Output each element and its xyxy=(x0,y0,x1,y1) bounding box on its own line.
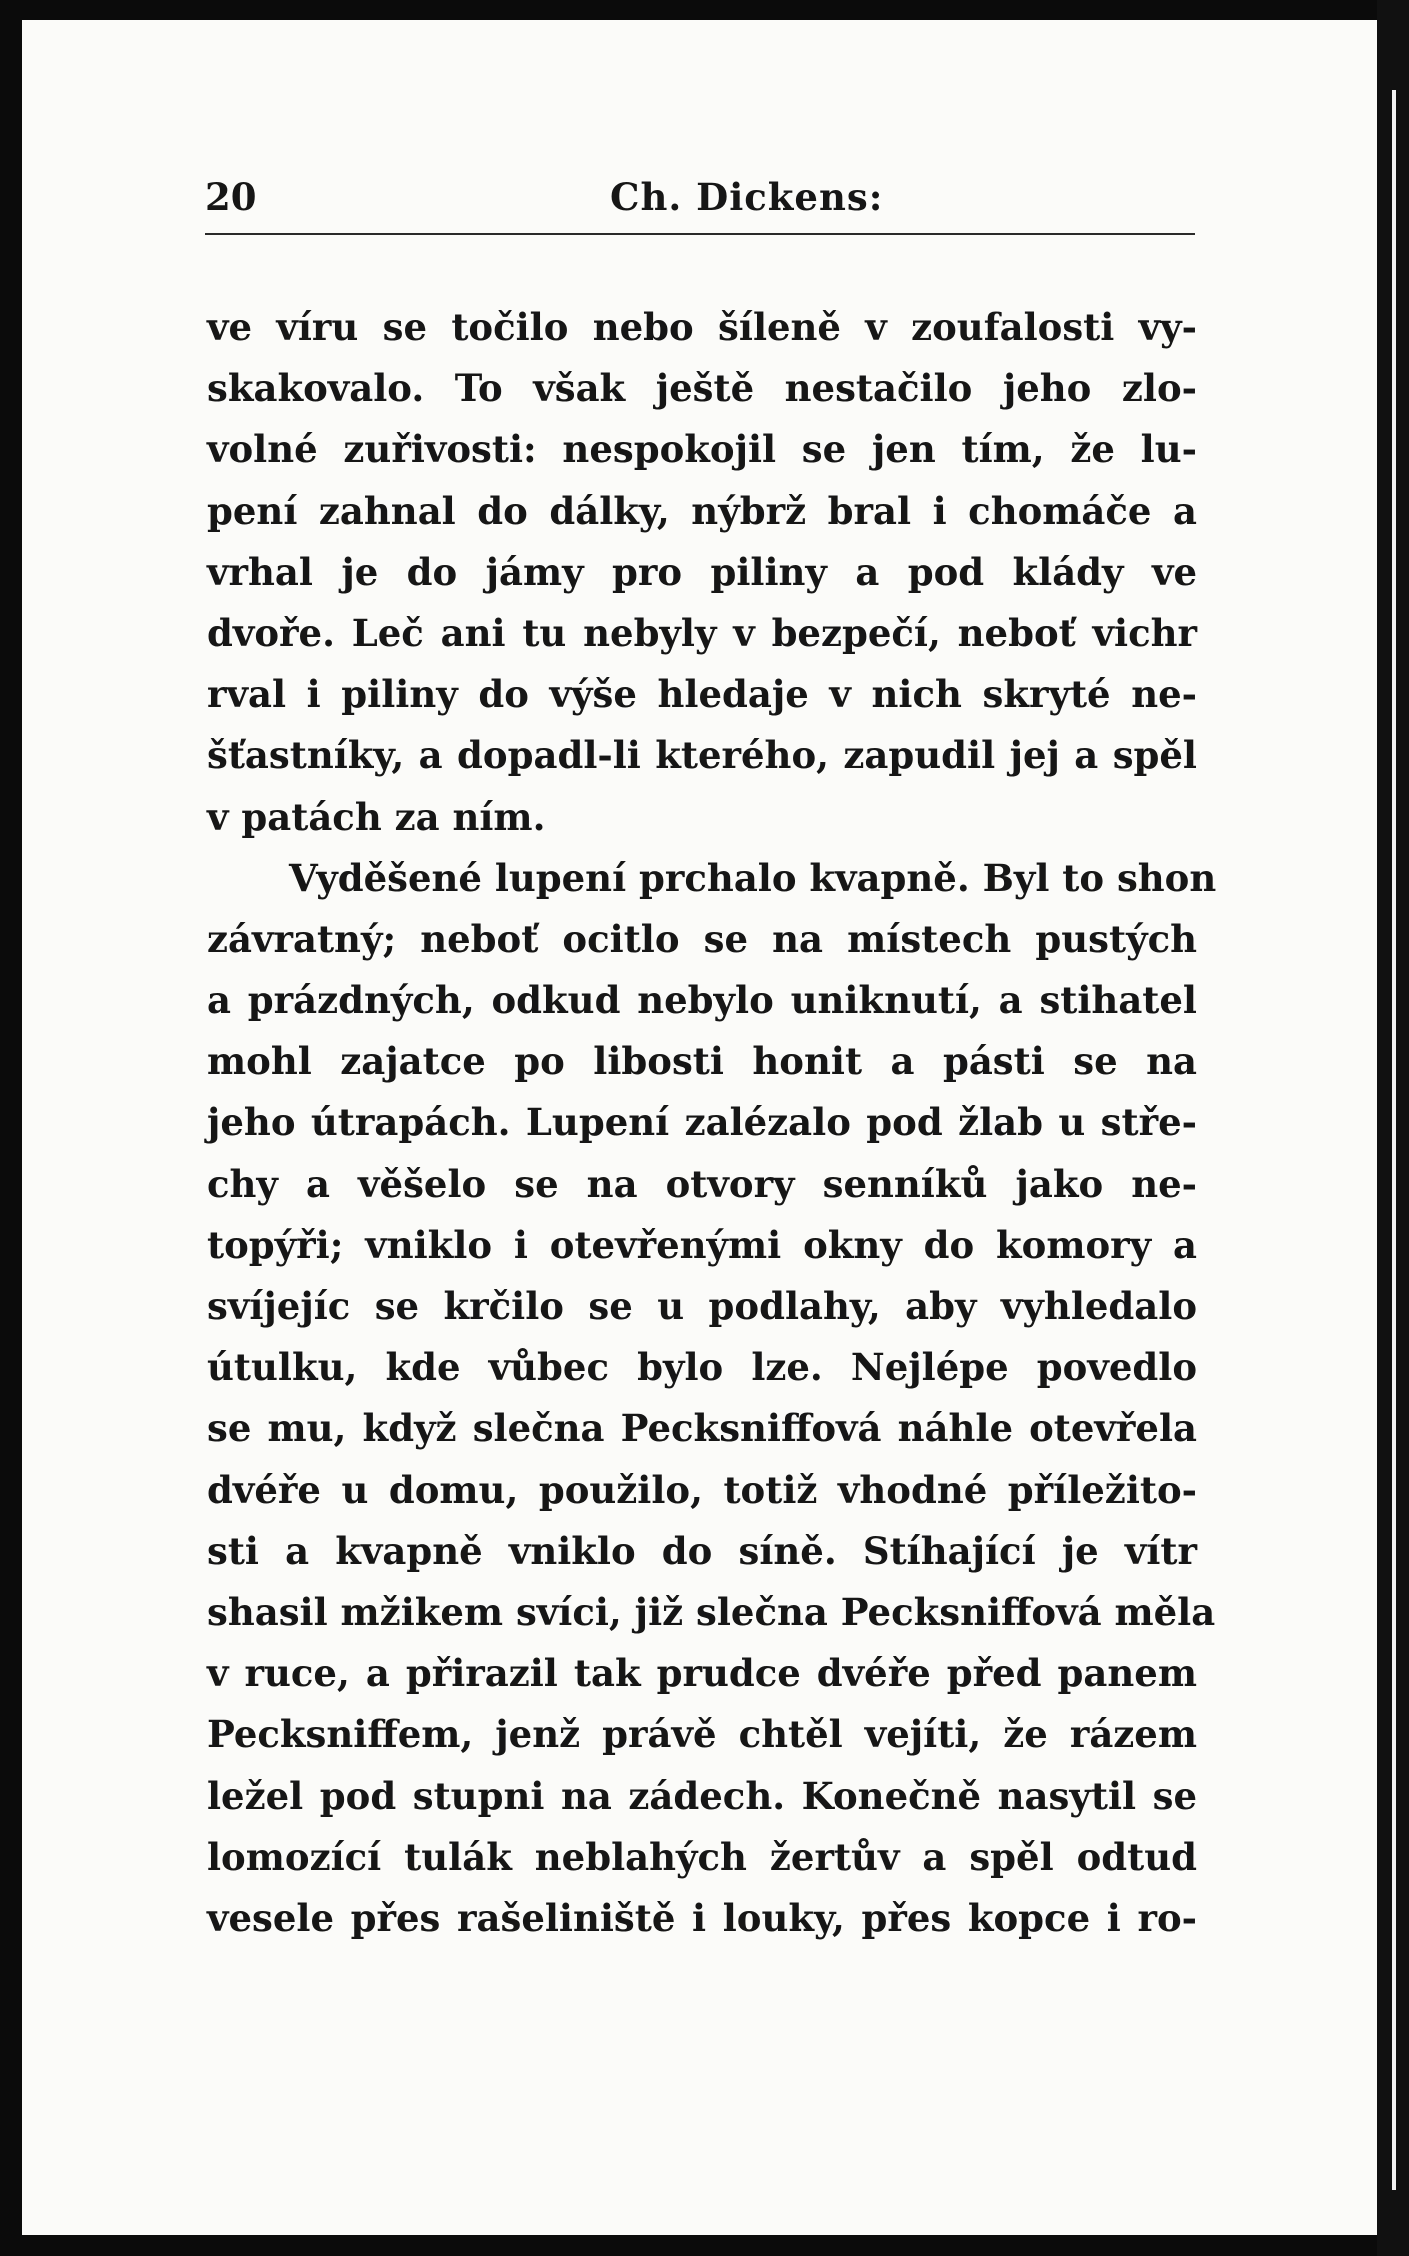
text-line: jeho útrapách. Lupení zalézalo pod žlab u stře- xyxy=(207,1100,1197,1145)
text-line: v ruce, a přirazil tak prudce dvéře před panem xyxy=(207,1651,1197,1696)
text-line: dvoře. Leč ani tu nebyly v bezpečí, neboť vichr xyxy=(207,610,1197,655)
text-line: topýři; vniklo i otevřenými okny do komory a xyxy=(207,1222,1197,1267)
body-text xyxy=(207,297,1217,1949)
page-number: 20 xyxy=(205,175,257,219)
text-line: lomozící tulák neblahých žertův a spěl odtud xyxy=(207,1834,1197,1879)
paragraph-end-line: v patách za ním. xyxy=(207,794,546,839)
page-header xyxy=(205,175,1195,225)
text-line: mohl zajatce po libosti honit a pásti se na xyxy=(207,1039,1197,1084)
text-line: ležel pod stupni na zádech. Konečně nasytil se xyxy=(207,1773,1197,1818)
running-head: Ch. Dickens: xyxy=(610,175,884,219)
text-line: Pecksniffem, jenž právě chtěl vejíti, že rázem xyxy=(207,1712,1197,1757)
text-line: útulku, kde vůbec bylo lze. Nejlépe povedlo xyxy=(207,1345,1197,1390)
text-line: vrhal je do jámy pro piliny a pod klády ve xyxy=(207,549,1197,594)
text-line: chy a věšelo se na otvory senníků jako ne- xyxy=(207,1161,1197,1206)
text-line: a prázdných, odkud nebylo uniknutí, a stihatel xyxy=(207,978,1197,1023)
text-line: svíjejíc se krčilo se u podlahy, aby vyhledalo xyxy=(207,1284,1197,1328)
header-rule xyxy=(205,233,1195,235)
text-line: ve víru se točilo nebo šíleně v zoufalosti vy- xyxy=(207,305,1197,349)
text-line: pení zahnal do dálky, nýbrž bral i chomáče a xyxy=(207,488,1197,533)
text-line: dvéře u domu, použilo, totiž vhodné příležito- xyxy=(207,1467,1197,1512)
text-line: se mu, když slečna Pecksniffová náhle otevřela xyxy=(207,1406,1197,1451)
text-line: šťastníky, a dopadl-li kterého, zapudil jej a spěl xyxy=(207,733,1197,778)
scan-edge-line xyxy=(1392,90,1396,2190)
text-line: rval i piliny do výše hledaje v nich skryté ne- xyxy=(207,672,1197,717)
text-line: shasil mžikem svíci, již slečna Pecksniffová měla xyxy=(207,1589,1216,1634)
text-line: volné zuřivosti: nespokojil se jen tím, že lu- xyxy=(207,427,1197,472)
paragraph-first-line: Vyděšené lupení prchalo kvapně. Byl to shon xyxy=(289,855,1217,900)
text-line: sti a kvapně vniklo do síně. Stíhající je vítr xyxy=(207,1528,1197,1573)
text-line: závratný; neboť ocitlo se na místech pustých xyxy=(207,916,1197,961)
text-line: vesele přes rašeliniště i louky, přes kopce i ro- xyxy=(207,1895,1197,1940)
text-line: skakovalo. To však ještě nestačilo jeho zlo- xyxy=(207,366,1197,411)
